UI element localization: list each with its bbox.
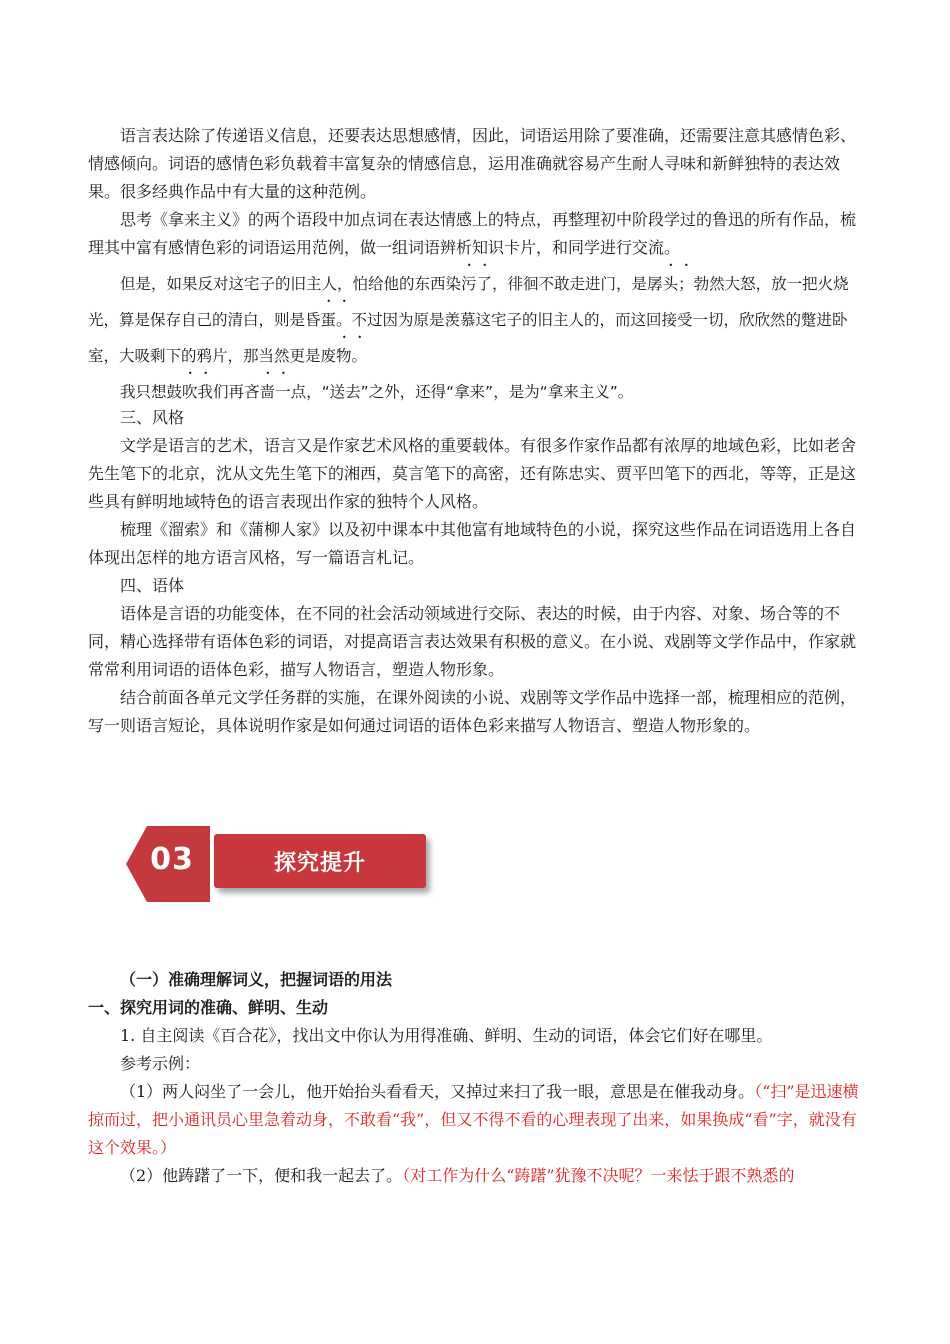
banner-number: 03 <box>150 842 194 877</box>
section-banner <box>122 820 432 900</box>
section-heading-style: 三、风格 <box>120 408 185 427</box>
dotted-char: 物 <box>336 347 352 365</box>
dotted-char: 昏 <box>305 311 321 329</box>
paragraph-regional-style: 文学是语言的艺术，语言又是作家艺术风格的重要载体。有很多作家作品都有浓厚的地域色彩，比如老舍先生笔下的北京，沈从文先生笔下的湘西，莫言笔下的高密，还有陈忠实、贾平凹笔下的西北，等等，正是这些具有鲜明地域特色的语言表现出作家的独特个人风格。 <box>88 436 857 511</box>
paragraph-emotion-color: 语言表达除了传递语义信息，还要表达思想感情，因此，词语运用除了要准确，还需要注意其感情色彩、情感倾向。词语的感情色彩负载着丰富复杂的情感信息，运用准确就容易产生耐人寻味和新鲜独特的表达效果。很多经典作品中有大量的这种范例。 <box>88 126 857 201</box>
language-section <box>88 122 864 262</box>
section-heading-register: 四、语体 <box>120 576 185 595</box>
dotted-char: 污 <box>461 275 477 293</box>
question-1: 1. 自主阅读《百合花》，找出文中你认为用得准确、鲜明、生动的词语，体会它们好在哪里。 <box>120 1026 773 1045</box>
dotted-char: 鼓 <box>166 383 183 401</box>
quote-text: 一点，“送去”之外，还得“拿来”，是为“拿来主义”。 <box>275 383 634 401</box>
example-text: （1）两人闷坐了一会儿，他开始抬头看看天，又掉过来扫了我一眼，意思是在催我动身。 <box>120 1082 755 1101</box>
dotted-char: 孱 <box>647 275 663 293</box>
quote-text: 了，徘徊不敢走进门，是 <box>476 275 648 293</box>
explore-section <box>88 966 864 1190</box>
example-text: （2）他踌躇了一下，便和我一起去了。 <box>120 1166 403 1185</box>
dotted-char: 头 <box>662 275 679 293</box>
dotted-char: 蛋 <box>320 311 337 329</box>
quote-text: 但是，如果反对这宅子的旧主人，怕给他的东西 <box>120 275 446 293</box>
example-1 <box>88 1078 864 1162</box>
paragraph-task-register: 结合前面各单元文学任务群的实施，在课外阅读的小说、戏剧等文学作品中选择一部，梳理相应的范例，写一则语言短论，具体说明作家是如何通过词语的语体色彩来描写人物语言、塑造人物形象的。 <box>88 688 857 735</box>
example-2 <box>88 1162 864 1190</box>
dotted-char: 啬 <box>259 383 276 401</box>
dotted-char: 吹 <box>182 383 198 401</box>
quote-text: 我们再 <box>197 383 245 401</box>
paragraph-task-regional: 梳理《溜索》和《蒲柳人家》以及初中课本中其他富有地域特色的小说，探究这些作品在词语选用上各自体现出怎样的地方语言风格，写一篇语言札记。 <box>88 520 857 567</box>
paragraph-register: 语体是言语的功能变体，在不同的社会活动领域进行交际、表达的时候，由于内容、对象、场合等的不同，精心选择带有语体色彩的词语，对提高语言表达效果有积极的意义。在小说、戏剧等文学作品中，作家就常常利用词语的语体色彩，描写人物语言，塑造人物形象。 <box>88 604 857 679</box>
quote-text: ；勃然大怒，放一把火烧光，算是保存自己的清白，则是 <box>88 275 849 329</box>
quote-text: 。 <box>351 347 368 365</box>
quote-text: 我只想 <box>120 383 167 401</box>
reference-label: 参考示例： <box>120 1054 201 1073</box>
quote-text: 。不过因为原是羡慕这宅子的旧主人的，而这回接受一切，欣欣然的蹩进卧室，大吸剩下的鸦片，那当然更是 <box>88 311 848 365</box>
banner-title-bar <box>214 834 426 888</box>
example-note: （“扫”是迅速横掠而过，把小通讯员心里急着动身，不敢看“我”，但又不得不看的心理表现了出来，如果换成“看”字，就没有这个效果。） <box>88 1082 859 1157</box>
style-section <box>88 404 864 740</box>
quote-paragraph <box>88 266 864 374</box>
paragraph-task-nalai: 思考《拿来主义》的两个语段中加点词在表达情感上的特点，再整理初中阶段学过的鲁迅的所有作品，梳理其中富有感情色彩的词语运用范例，做一组词语辨析知识卡片，和同学进行交流。 <box>88 210 857 257</box>
example-note: （对工作为什么“踌躇”犹豫不决呢？一来怯于跟不熟悉的 <box>402 1166 795 1185</box>
banner-title: 探究提升 <box>273 851 366 876</box>
subsection-heading: （一）准确理解词义，把握词语的用法 <box>120 970 393 989</box>
subsection-heading-2: 一、探究用词的准确、鲜明、生动 <box>88 998 329 1017</box>
dotted-char: 废 <box>320 347 337 365</box>
quote-nalai-1 <box>88 266 864 410</box>
dotted-char: 吝 <box>244 383 260 401</box>
dotted-char: 染 <box>445 275 462 293</box>
